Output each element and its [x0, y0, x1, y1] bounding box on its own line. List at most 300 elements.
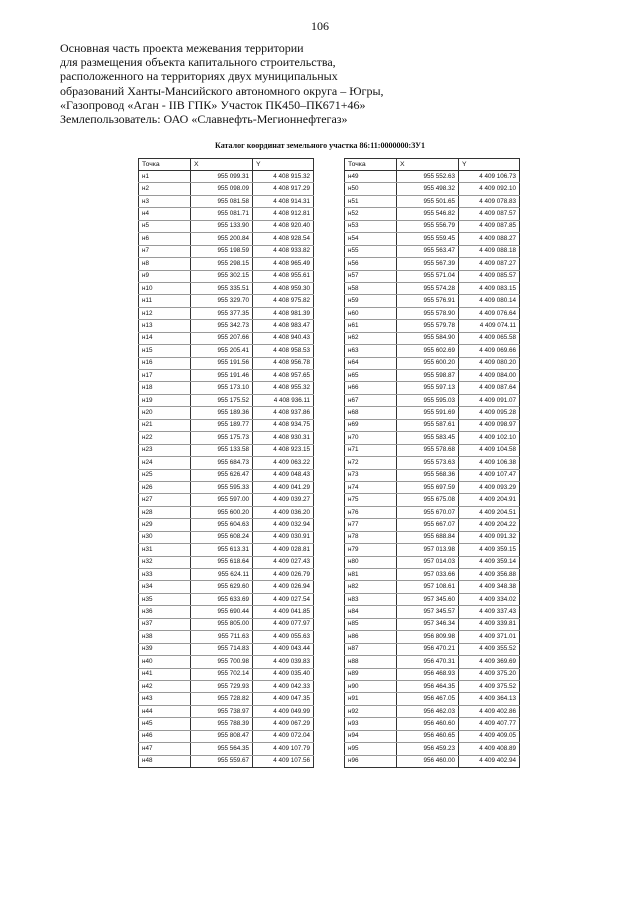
coord-y: 4 409 355.52 [459, 643, 520, 655]
coord-y: 4 409 409.05 [459, 730, 520, 742]
coord-x: 955 099.31 [191, 171, 253, 183]
column-header-point: Точка [345, 159, 397, 171]
coord-y: 4 409 359.15 [459, 544, 520, 556]
column-header-y: Y [459, 159, 520, 171]
point-id: н52 [345, 208, 397, 220]
coord-x: 956 464.35 [397, 680, 459, 692]
coord-y: 4 408 981.39 [253, 307, 314, 319]
point-id: н27 [139, 494, 191, 506]
point-id: н1 [139, 171, 191, 183]
point-id: н13 [139, 320, 191, 332]
table-row [345, 668, 520, 680]
coord-y: 4 409 339.81 [459, 618, 520, 630]
point-id: н81 [345, 569, 397, 581]
coord-y: 4 409 337.43 [459, 606, 520, 618]
coord-x: 955 608.24 [191, 531, 253, 543]
table-row [139, 656, 314, 668]
point-id: н65 [345, 370, 397, 382]
coord-y: 4 408 957.65 [253, 370, 314, 382]
point-id: н68 [345, 407, 397, 419]
table-body-right [345, 171, 520, 768]
coord-y: 4 409 085.57 [459, 270, 520, 282]
point-id: н64 [345, 357, 397, 369]
coord-y: 4 408 936.11 [253, 394, 314, 406]
coord-x: 955 081.58 [191, 195, 253, 207]
coord-x: 955 604.63 [191, 519, 253, 531]
coord-x: 957 014.03 [397, 556, 459, 568]
coord-x: 955 175.52 [191, 394, 253, 406]
table-row [139, 370, 314, 382]
coord-x: 955 805.00 [191, 618, 253, 630]
coord-x: 955 198.59 [191, 245, 253, 257]
point-id: н71 [345, 444, 397, 456]
coord-x: 955 624.11 [191, 569, 253, 581]
coord-y: 4 408 923.15 [253, 444, 314, 456]
coord-y: 4 409 077.97 [253, 618, 314, 630]
column-header-y: Y [253, 159, 314, 171]
coord-y: 4 409 098.97 [459, 419, 520, 431]
coord-y: 4 408 914.31 [253, 195, 314, 207]
coord-y: 4 409 106.73 [459, 171, 520, 183]
table-row [345, 569, 520, 581]
point-id: н70 [345, 432, 397, 444]
coord-x: 956 468.93 [397, 668, 459, 680]
coord-x: 956 467.05 [397, 693, 459, 705]
point-id: н12 [139, 307, 191, 319]
table-row [139, 320, 314, 332]
table-row [345, 419, 520, 431]
point-id: н43 [139, 693, 191, 705]
table-body-left [139, 171, 314, 768]
point-id: н60 [345, 307, 397, 319]
coord-x: 955 587.61 [397, 419, 459, 431]
table-row [139, 693, 314, 705]
column-header-point: Точка [139, 159, 191, 171]
point-id: н7 [139, 245, 191, 257]
table-row [345, 270, 520, 282]
coord-x: 955 688.84 [397, 531, 459, 543]
table-row [345, 245, 520, 257]
coord-y: 4 408 912.81 [253, 208, 314, 220]
table-row [139, 245, 314, 257]
coord-y: 4 408 975.82 [253, 295, 314, 307]
table-row [345, 233, 520, 245]
table-row [139, 407, 314, 419]
table-row [139, 345, 314, 357]
coord-x: 955 573.63 [397, 457, 459, 469]
coord-x: 955 189.36 [191, 407, 253, 419]
coord-x: 955 335.51 [191, 282, 253, 294]
table-row [139, 556, 314, 568]
table-row [345, 357, 520, 369]
coord-x: 955 670.07 [397, 506, 459, 518]
table-row [139, 394, 314, 406]
table-row [345, 469, 520, 481]
table-row [139, 357, 314, 369]
point-id: н19 [139, 394, 191, 406]
point-id: н67 [345, 394, 397, 406]
table-row [139, 270, 314, 282]
coord-x: 955 342.73 [191, 320, 253, 332]
coord-x: 955 576.91 [397, 295, 459, 307]
table-row [139, 593, 314, 605]
coord-y: 4 408 933.82 [253, 245, 314, 257]
table-row [345, 556, 520, 568]
point-id: н42 [139, 680, 191, 692]
table-row [139, 680, 314, 692]
coord-y: 4 409 042.33 [253, 680, 314, 692]
coord-x: 955 207.66 [191, 332, 253, 344]
coord-x: 955 559.45 [397, 233, 459, 245]
coord-y: 4 409 074.11 [459, 320, 520, 332]
coord-x: 955 702.14 [191, 668, 253, 680]
header-line: расположенного на территориях двух муниципальных [60, 69, 338, 84]
coord-x: 955 298.15 [191, 258, 253, 270]
table-row [139, 494, 314, 506]
point-id: н49 [345, 171, 397, 183]
coord-y: 4 409 078.83 [459, 195, 520, 207]
point-id: н90 [345, 680, 397, 692]
coord-x: 955 564.35 [191, 743, 253, 755]
point-id: н15 [139, 345, 191, 357]
coord-y: 4 409 107.79 [253, 743, 314, 755]
table-row [345, 743, 520, 755]
point-id: н25 [139, 469, 191, 481]
point-id: н24 [139, 457, 191, 469]
table-row [139, 332, 314, 344]
coord-y: 4 409 032.94 [253, 519, 314, 531]
point-id: н94 [345, 730, 397, 742]
coord-x: 957 013.98 [397, 544, 459, 556]
table-row [139, 419, 314, 431]
coord-x: 956 470.21 [397, 643, 459, 655]
coord-y: 4 409 063.22 [253, 457, 314, 469]
point-id: н56 [345, 258, 397, 270]
table-row [345, 581, 520, 593]
table-row [345, 631, 520, 643]
coord-y: 4 408 958.53 [253, 345, 314, 357]
table-row [345, 643, 520, 655]
point-id: н29 [139, 519, 191, 531]
coord-y: 4 409 080.20 [459, 357, 520, 369]
coord-y: 4 409 039.27 [253, 494, 314, 506]
point-id: н77 [345, 519, 397, 531]
point-id: н80 [345, 556, 397, 568]
table-row [345, 606, 520, 618]
coord-y: 4 409 087.27 [459, 258, 520, 270]
point-id: н74 [345, 481, 397, 493]
coord-y: 4 409 039.83 [253, 656, 314, 668]
coord-x: 955 200.84 [191, 233, 253, 245]
point-id: н82 [345, 581, 397, 593]
point-id: н30 [139, 531, 191, 543]
coord-x: 955 714.83 [191, 643, 253, 655]
coord-y: 4 409 048.43 [253, 469, 314, 481]
coord-y: 4 409 104.58 [459, 444, 520, 456]
table-row [345, 457, 520, 469]
coord-x: 955 808.47 [191, 730, 253, 742]
coord-x: 955 189.77 [191, 419, 253, 431]
coord-y: 4 409 026.79 [253, 569, 314, 581]
point-id: н37 [139, 618, 191, 630]
table-row [345, 481, 520, 493]
coord-x: 955 595.03 [397, 394, 459, 406]
header-line: образований Ханты-Мансийского автономного округа – Югры, [60, 83, 384, 98]
coord-y: 4 409 375.52 [459, 680, 520, 692]
coord-y: 4 409 087.64 [459, 382, 520, 394]
coord-y: 4 409 035.40 [253, 668, 314, 680]
table-row [345, 394, 520, 406]
coord-x: 955 498.32 [397, 183, 459, 195]
table-row [139, 569, 314, 581]
coord-x: 956 459.23 [397, 743, 459, 755]
coord-y: 4 409 028.81 [253, 544, 314, 556]
point-id: н33 [139, 569, 191, 581]
table-row [139, 195, 314, 207]
table-row [139, 519, 314, 531]
coord-x: 955 711.63 [191, 631, 253, 643]
document-header [60, 41, 530, 126]
point-id: н78 [345, 531, 397, 543]
point-id: н59 [345, 295, 397, 307]
table-row [345, 345, 520, 357]
point-id: н40 [139, 656, 191, 668]
coord-y: 4 409 087.85 [459, 220, 520, 232]
table-row [345, 307, 520, 319]
coord-y: 4 408 965.49 [253, 258, 314, 270]
table-row [345, 519, 520, 531]
coord-x: 955 600.20 [397, 357, 459, 369]
point-id: н89 [345, 668, 397, 680]
table-row [345, 730, 520, 742]
point-id: н83 [345, 593, 397, 605]
table-row [345, 208, 520, 220]
point-id: н46 [139, 730, 191, 742]
point-id: н34 [139, 581, 191, 593]
coord-x: 955 559.67 [191, 755, 253, 767]
coord-x: 955 728.82 [191, 693, 253, 705]
coord-x: 956 462.03 [397, 705, 459, 717]
point-id: н17 [139, 370, 191, 382]
coord-x: 955 602.69 [397, 345, 459, 357]
coord-y: 4 408 915.32 [253, 171, 314, 183]
coord-x: 955 788.39 [191, 718, 253, 730]
table-row [345, 407, 520, 419]
coordinates-table-left [138, 158, 314, 768]
coord-x: 955 597.00 [191, 494, 253, 506]
table-row [345, 444, 520, 456]
header-line: для размещения объекта капитального строительства, [60, 55, 336, 70]
table-row [139, 755, 314, 767]
coord-y: 4 409 095.28 [459, 407, 520, 419]
coord-y: 4 409 107.47 [459, 469, 520, 481]
table-row [345, 258, 520, 270]
point-id: н4 [139, 208, 191, 220]
point-id: н62 [345, 332, 397, 344]
table-row [139, 233, 314, 245]
coord-x: 955 556.79 [397, 220, 459, 232]
table-row [139, 469, 314, 481]
point-id: н28 [139, 506, 191, 518]
coord-x: 955 598.87 [397, 370, 459, 382]
coord-x: 955 578.90 [397, 307, 459, 319]
coord-y: 4 409 092.10 [459, 183, 520, 195]
coord-y: 4 408 955.32 [253, 382, 314, 394]
column-header-x: X [191, 159, 253, 171]
coord-x: 955 633.69 [191, 593, 253, 605]
table-row [139, 432, 314, 444]
coord-y: 4 408 956.78 [253, 357, 314, 369]
coord-y: 4 409 204.91 [459, 494, 520, 506]
coord-x: 956 460.00 [397, 755, 459, 767]
coord-y: 4 409 027.54 [253, 593, 314, 605]
table-header-row [139, 159, 314, 171]
coord-x: 955 081.71 [191, 208, 253, 220]
point-id: н32 [139, 556, 191, 568]
point-id: н16 [139, 357, 191, 369]
coord-y: 4 409 102.10 [459, 432, 520, 444]
point-id: н44 [139, 705, 191, 717]
table-row [345, 494, 520, 506]
coord-y: 4 408 917.29 [253, 183, 314, 195]
coord-y: 4 408 983.47 [253, 320, 314, 332]
table-row [139, 643, 314, 655]
table-row [139, 606, 314, 618]
coord-x: 957 346.34 [397, 618, 459, 630]
table-row [139, 282, 314, 294]
table-row [139, 183, 314, 195]
table-row [345, 195, 520, 207]
table-row [139, 506, 314, 518]
table-row [139, 531, 314, 543]
table-row [139, 718, 314, 730]
coord-y: 4 409 072.04 [253, 730, 314, 742]
coord-y: 4 409 030.91 [253, 531, 314, 543]
point-id: н38 [139, 631, 191, 643]
coord-x: 955 697.59 [397, 481, 459, 493]
coord-y: 4 409 107.56 [253, 755, 314, 767]
coord-y: 4 409 204.51 [459, 506, 520, 518]
point-id: н53 [345, 220, 397, 232]
coord-x: 955 567.39 [397, 258, 459, 270]
coord-x: 955 568.36 [397, 469, 459, 481]
coord-y: 4 409 049.99 [253, 705, 314, 717]
table-row [345, 332, 520, 344]
coord-y: 4 409 084.00 [459, 370, 520, 382]
table-row [345, 593, 520, 605]
point-id: н3 [139, 195, 191, 207]
point-id: н55 [345, 245, 397, 257]
coord-x: 955 738.97 [191, 705, 253, 717]
point-id: н86 [345, 631, 397, 643]
table-row [139, 258, 314, 270]
table-row [139, 307, 314, 319]
point-id: н18 [139, 382, 191, 394]
coord-y: 4 409 088.18 [459, 245, 520, 257]
coord-y: 4 409 036.20 [253, 506, 314, 518]
point-id: н96 [345, 755, 397, 767]
point-id: н93 [345, 718, 397, 730]
coord-y: 4 409 076.64 [459, 307, 520, 319]
point-id: н48 [139, 755, 191, 767]
table-row [139, 295, 314, 307]
coord-y: 4 408 934.75 [253, 419, 314, 431]
table-row [139, 457, 314, 469]
coord-y: 4 409 043.44 [253, 643, 314, 655]
table-row [139, 705, 314, 717]
coord-x: 955 133.58 [191, 444, 253, 456]
coord-x: 955 583.45 [397, 432, 459, 444]
point-id: н5 [139, 220, 191, 232]
point-id: н69 [345, 419, 397, 431]
point-id: н47 [139, 743, 191, 755]
coord-y: 4 409 026.94 [253, 581, 314, 593]
point-id: н45 [139, 718, 191, 730]
coord-y: 4 408 930.31 [253, 432, 314, 444]
table-row [345, 295, 520, 307]
coord-y: 4 409 106.38 [459, 457, 520, 469]
coord-y: 4 409 088.27 [459, 233, 520, 245]
table-row [345, 382, 520, 394]
point-id: н6 [139, 233, 191, 245]
table-row [139, 220, 314, 232]
point-id: н57 [345, 270, 397, 282]
coord-x: 956 470.31 [397, 656, 459, 668]
coord-x: 955 501.65 [397, 195, 459, 207]
coord-x: 955 579.78 [397, 320, 459, 332]
table-row [345, 656, 520, 668]
point-id: н10 [139, 282, 191, 294]
coord-y: 4 409 334.02 [459, 593, 520, 605]
coord-y: 4 408 937.86 [253, 407, 314, 419]
coord-y: 4 409 091.07 [459, 394, 520, 406]
table-row [139, 730, 314, 742]
table-row [139, 544, 314, 556]
point-id: н76 [345, 506, 397, 518]
table-row [345, 320, 520, 332]
point-id: н22 [139, 432, 191, 444]
point-id: н54 [345, 233, 397, 245]
coord-y: 4 409 369.69 [459, 656, 520, 668]
table-row [139, 171, 314, 183]
coord-y: 4 408 920.40 [253, 220, 314, 232]
coord-y: 4 409 371.01 [459, 631, 520, 643]
table-row [139, 743, 314, 755]
coord-x: 955 667.07 [397, 519, 459, 531]
table-row [139, 208, 314, 220]
coord-x: 955 191.56 [191, 357, 253, 369]
coord-x: 955 133.90 [191, 220, 253, 232]
coord-y: 4 409 402.86 [459, 705, 520, 717]
point-id: н8 [139, 258, 191, 270]
coord-y: 4 409 055.63 [253, 631, 314, 643]
table-row [345, 370, 520, 382]
coord-x: 955 546.82 [397, 208, 459, 220]
coord-x: 955 173.10 [191, 382, 253, 394]
coord-x: 955 600.20 [191, 506, 253, 518]
header-line: «Газопровод «Аган - IIВ ГПК» Участок ПК450–ПК671+46» [60, 97, 366, 112]
point-id: н91 [345, 693, 397, 705]
coord-x: 955 729.93 [191, 680, 253, 692]
table-row [345, 282, 520, 294]
coord-x: 955 684.73 [191, 457, 253, 469]
point-id: н75 [345, 494, 397, 506]
page-number: 106 [311, 19, 329, 33]
point-id: н85 [345, 618, 397, 630]
coord-x: 955 377.35 [191, 307, 253, 319]
point-id: н9 [139, 270, 191, 282]
coord-y: 4 409 067.29 [253, 718, 314, 730]
